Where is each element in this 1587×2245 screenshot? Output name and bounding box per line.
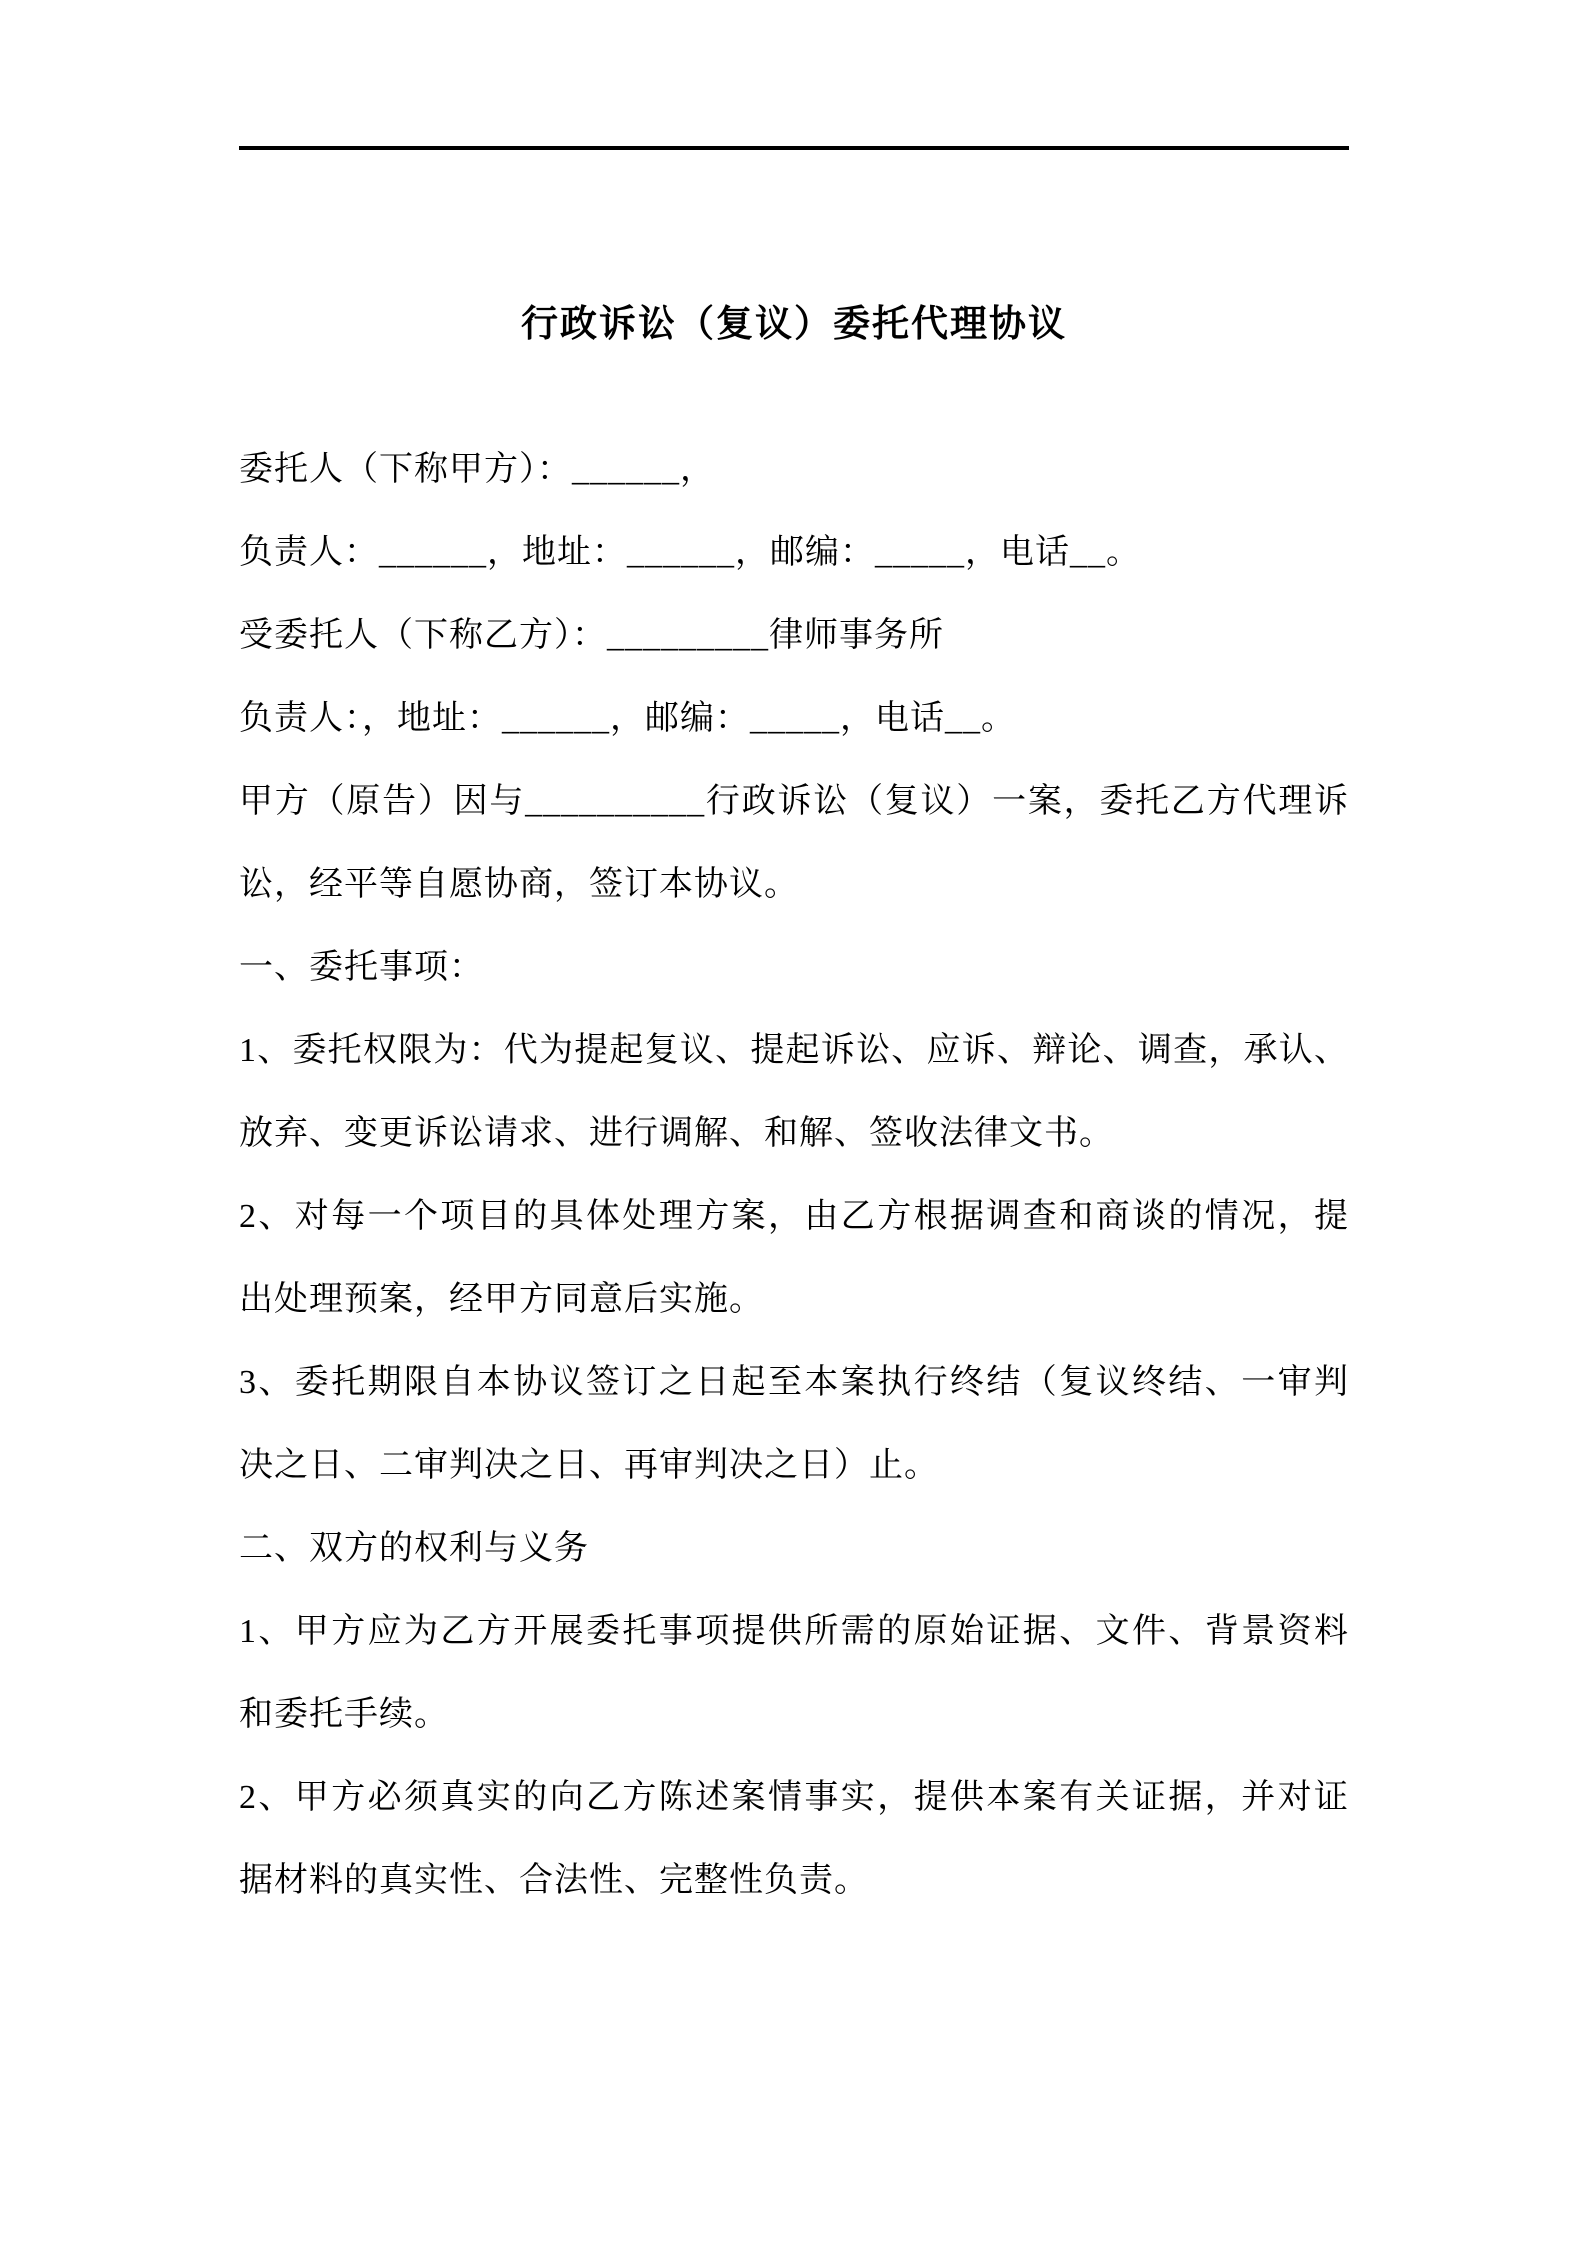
paragraph-line-item1-1: 1、委托权限为：代为提起复议、提起诉讼、应诉、辩论、调查，承认、 xyxy=(239,1032,1349,1069)
paragraph-line-sec2-item2-1: 2、甲方必须真实的向乙方陈述案情事实，提供本案有关证据，并对证 xyxy=(239,1779,1349,1816)
document-title: 行政诉讼（复议）委托代理协议 xyxy=(521,304,1067,345)
section-heading-rights-obligations: 二、双方的权利与义务 xyxy=(239,1530,589,1567)
paragraph-line-item3-1: 3、委托期限自本协议签订之日起至本案执行终结（复议终结、一审判 xyxy=(239,1364,1349,1401)
document-body xyxy=(239,428,1349,1922)
paragraph-line-item1-2: 放弃、变更诉讼请求、进行调解、和解、签收法律文书。 xyxy=(239,1115,1114,1152)
paragraph-line-item3-2: 决之日、二审判决之日、再审判决之日）止。 xyxy=(239,1447,939,1484)
paragraph-line-case-intro-2: 讼，经平等自愿协商，签订本协议。 xyxy=(239,866,799,903)
paragraph-line-sec2-item1-2: 和委托手续。 xyxy=(239,1696,449,1733)
paragraph-line-attorney-contact: 负责人：，地址：______，邮编：_____，电话__。 xyxy=(239,700,1016,737)
paragraph-line-client-contact: 负责人：______，地址：______，邮编：_____，电话__。 xyxy=(239,534,1141,571)
paragraph-line-case-intro-1: 甲方（原告）因与__________行政诉讼（复议）一案，委托乙方代理诉 xyxy=(239,783,1349,820)
paragraph-line-item2-2: 出处理预案，经甲方同意后实施。 xyxy=(239,1281,764,1318)
paragraph-line-sec2-item2-2: 据材料的真实性、合法性、完整性负责。 xyxy=(239,1862,869,1899)
paragraph-line-attorney: 受委托人（下称乙方）：_________律师事务所 xyxy=(239,617,944,654)
paragraph-line-sec2-item1-1: 1、甲方应为乙方开展委托事项提供所需的原始证据、文件、背景资料 xyxy=(239,1613,1349,1650)
paragraph-line-item2-1: 2、对每一个项目的具体处理方案，由乙方根据调查和商谈的情况，提 xyxy=(239,1198,1349,1235)
paragraph-line-client: 委托人（下称甲方）：______， xyxy=(239,451,715,488)
section-heading-entrusted-matters: 一、委托事项： xyxy=(239,949,484,986)
header-divider-rule xyxy=(239,146,1349,150)
